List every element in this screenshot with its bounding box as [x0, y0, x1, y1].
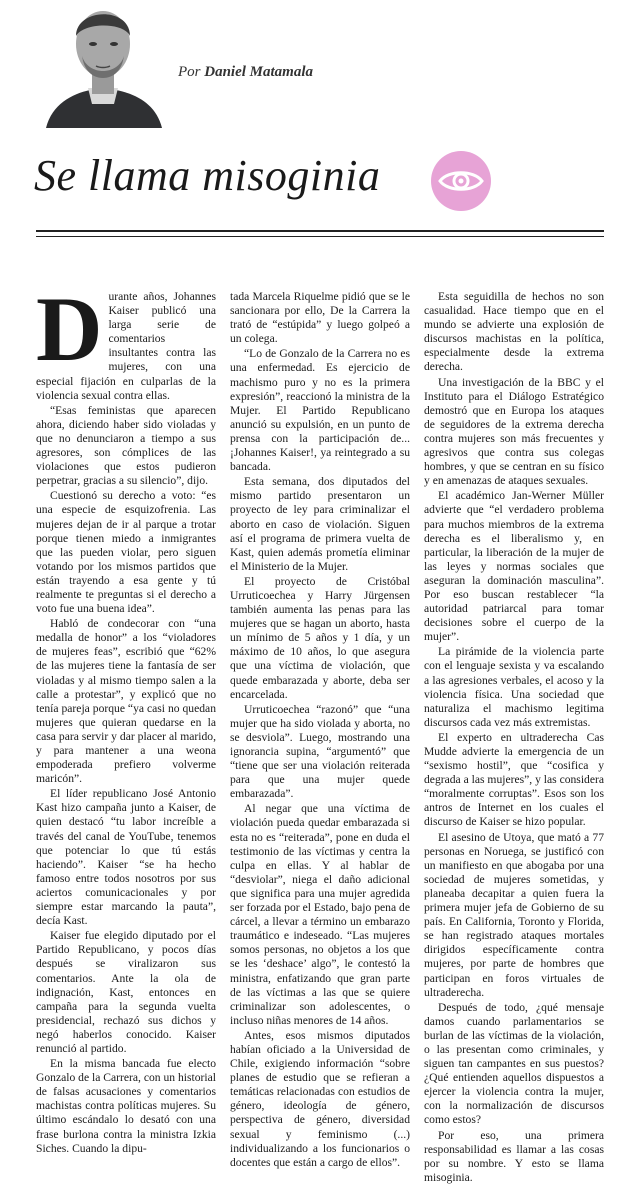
paragraph: Urruticoechea “razonó” que “una mujer que ha sido violada y aborta, no se desviola”. Luego, mostrando una ignorancia supina, “argumentó” que “tiene que ser una violación reiterada para que una mujer quede embarazada”. — [230, 702, 410, 801]
paragraph: Una investigación de la BBC y el Instituto para el Diálogo Estratégico demostró que en Europa los ataques de seguidores de la extrema derecha contra mujeres son más frecuentes y agresivos que contra sus colegas hombres, y que se centran en su físico y en amenazas de ataques sexuales. — [424, 375, 604, 488]
byline — [178, 64, 313, 81]
paragraph: “Esas feministas que aparecen ahora, diciendo haber sido violadas y que no denunciaron a tiempo a sus agresores, son cómplices de las violaciones que estos pudieron perpetrar, gracias a su silencio”, dijo. — [36, 403, 216, 488]
article-body — [36, 290, 604, 1190]
byline-prefix: Por — [178, 64, 201, 80]
paragraph: urante años, Johannes Kaiser publicó una larga serie de comentarios insultantes contra las mujeres, con una especial fijación en culparlas de la violencia sexual contra ellas. — [36, 290, 216, 402]
paragraph: La pirámide de la violencia parte con el lenguaje sexista y va escalando a las agresiones verbales, el acoso y la violencia física. Una sociedad que naturaliza el machismo legitima discursos cada vez más extremistas. — [424, 645, 604, 729]
column-2 — [230, 290, 410, 1190]
paragraph: El líder republicano José Antonio Kast hizo campaña junto a Kaiser, de quien destacó “tu labor increíble a través del canal de YouTube, tenemos que potenciar lo que tú estás haciendo”. Kaiser “se ha hecho famoso entre todos nosotros por sus aciertos comunicacionales y por siempre estar marcando la pauta”, decía Kast. — [36, 787, 216, 928]
paragraph: El proyecto de Cristóbal Urruticoechea y Harry Jürgensen también aumenta las penas para las mujeres que se hagan un aborto, hasta un mínimo de 5 años y 1 día, y un máximo de 10 años, lo que asegura que una víctima de violación, que quede embarazada y aborte, deba ser encarcelada. — [230, 574, 410, 701]
paragraph: Kaiser fue elegido diputado por el Partido Republicano, y pocos días después se viralizaron sus comentarios. Ante la ola de indignación, Kast, entonces en campaña para la segunda vuelta presidencial, rechazó sus dichos y negó haberlos conocido. Kaiser renunció al partido. — [36, 929, 216, 1055]
paragraph: Esta seguidilla de hechos no son casualidad. Hace tiempo que en el mundo se advierte una explosión de discursos machistas en la política, especialmente desde la extrema derecha. — [424, 290, 604, 374]
paragraph: Al negar que una víctima de violación pueda quedar embarazada si esta no es “reiterada”, pone en duda el testimonio de las víctimas y centra la culpa en ellas. Y al hablar de “desviolar”, niega el daño adicional que significa para una mujer agredida ser forzada por el Estado, bajo pena de cárcel, a llevar a término un embarazo traumático e indeseado. “Las mujeres somos personas, no objetos a los que se les ‘deshace’ algo”, le contestó la ministra, enfatizando que gran parte de las víctimas a las que se quiere criminalizar son adolescentes, o incluso niñas menores de 14 años. — [230, 802, 410, 1027]
column-3 — [424, 290, 604, 1190]
paragraph: Cuestionó su derecho a voto: “es una especie de esquizofrenia. Las mujeres dejan de ir al parque a trotar porque tienen miedo a inmigrantes que las pueden violar, pero siguen votando por los mismos partidos que están trayendo a esa gente y tú realmente te preguntas si el derecho a voto fue una buena idea”. — [36, 489, 216, 616]
paragraph: Esta semana, dos diputados del mismo partido presentaron un proyecto de ley para criminalizar el aborto en caso de violación. Siguen así el programa de primera vuelta de Kast, quien además prometía eliminar el Ministerio de la Mujer. — [230, 475, 410, 573]
paragraph: El asesino de Utoya, que mató a 77 personas en Noruega, se justificó con un manifiesto en que abogaba por una sociedad de mujeres sometidas, y planeaba decapitar a quien fuera la primera mujer jefa de Gobierno de su país. En California, Toronto y Florida, se han registrado ataques mortales dirigidos específicamente contra mujeres, por parte de hombres que participan en foros virtuales de ultraderecha. — [424, 830, 604, 999]
byline-author: Daniel Matamala — [204, 64, 314, 80]
article-title: Se llama misoginia — [34, 151, 381, 200]
title-rule-thin — [36, 236, 604, 237]
paragraph: tada Marcela Riquelme pidió que se le sancionara por ello, De la Carrera la trató de “estúpida” y luego golpeó a un colega. — [230, 290, 410, 346]
paragraph: Después de todo, ¿qué mensaje damos cuando parlamentarios se burlan de las víctimas de la violación, o las presentan como criminales, y siguen tan campantes en sus puestos? ¿Qué entienden aquellos dispuestos a ejercer la violencia contra la mujer, con la normalización de discursos como estos? — [424, 1000, 604, 1127]
paragraph: Antes, esos mismos diputados habían oficiado a la Universidad de Chile, exigiendo información “sobre planes de estudio que se refieran a temáticas relacionadas con estudios de género, ideología de género, perspectiva de género, diversidad sexual y feminismo (...) individualizando a los funcionarios o docentes que están a cargo de ellos”. — [230, 1028, 410, 1169]
title-rule — [36, 230, 604, 232]
paragraph: Por eso, una primera responsabilidad es llamar a las cosas por su nombre. Y esto se llama misoginia. — [424, 1128, 604, 1184]
paragraph: Habló de condecorar con “una medalla de honor” a los “violadores de mujeres feas”, escribió que “62% de las mujeres tiene la fantasía de ser violadas y al mismo tiempo salen a la calle a protestar”, y explicó que no tenía pareja porque “ya casi no quedan mujeres que quieran quedarse en la casa para servir y dar placer al marido, y para mantener a una weona empoderada prefiero volverme maricón”. — [36, 617, 216, 786]
eye-icon — [430, 150, 492, 212]
author-portrait — [38, 0, 168, 128]
article-header — [0, 0, 631, 130]
paragraph: El experto en ultraderecha Cas Mudde advierte la emergencia de un “sexismo hostil”, que “cosifica y degrada a las mujeres”, y las considera “moralmente corruptas”. Esos son los antros de Internet en los cuales el discurso de Kaiser se hizo popular. — [424, 730, 604, 829]
paragraph: El académico Jan-Werner Müller advierte que “el verdadero problema para muchos miembros de la extrema derecha es el liberalismo y, en particular, la liberación de la mujer de las leyes y normas sociales que aseguran la dominación masculina”. Por eso buscan restablecer “la autoridad patriarcal para tomar decisiones sobre el cuerpo de la mujer”. — [424, 489, 604, 644]
dropcap: D — [36, 290, 103, 380]
column-1 — [36, 290, 216, 1190]
paragraph: “Lo de Gonzalo de la Carrera no es una enfermedad. Es ejercicio de machismo puro y no es la primera expresión”, reaccionó la ministra de la Mujer. El Partido Republicano anunció su expulsión, en un punto de prensa con la participación de... ¡Johannes Kaiser!, ya reintegrado a su bancada. — [230, 347, 410, 474]
paragraph: En la misma bancada fue electo Gonzalo de la Carrera, con un historial de falsas acusaciones y comentarios machistas contra políticas mujeres. Su último escándalo lo desató con una frase burlona contra la ministra Izkia Siches. Cuando la dipu- — [36, 1057, 216, 1155]
